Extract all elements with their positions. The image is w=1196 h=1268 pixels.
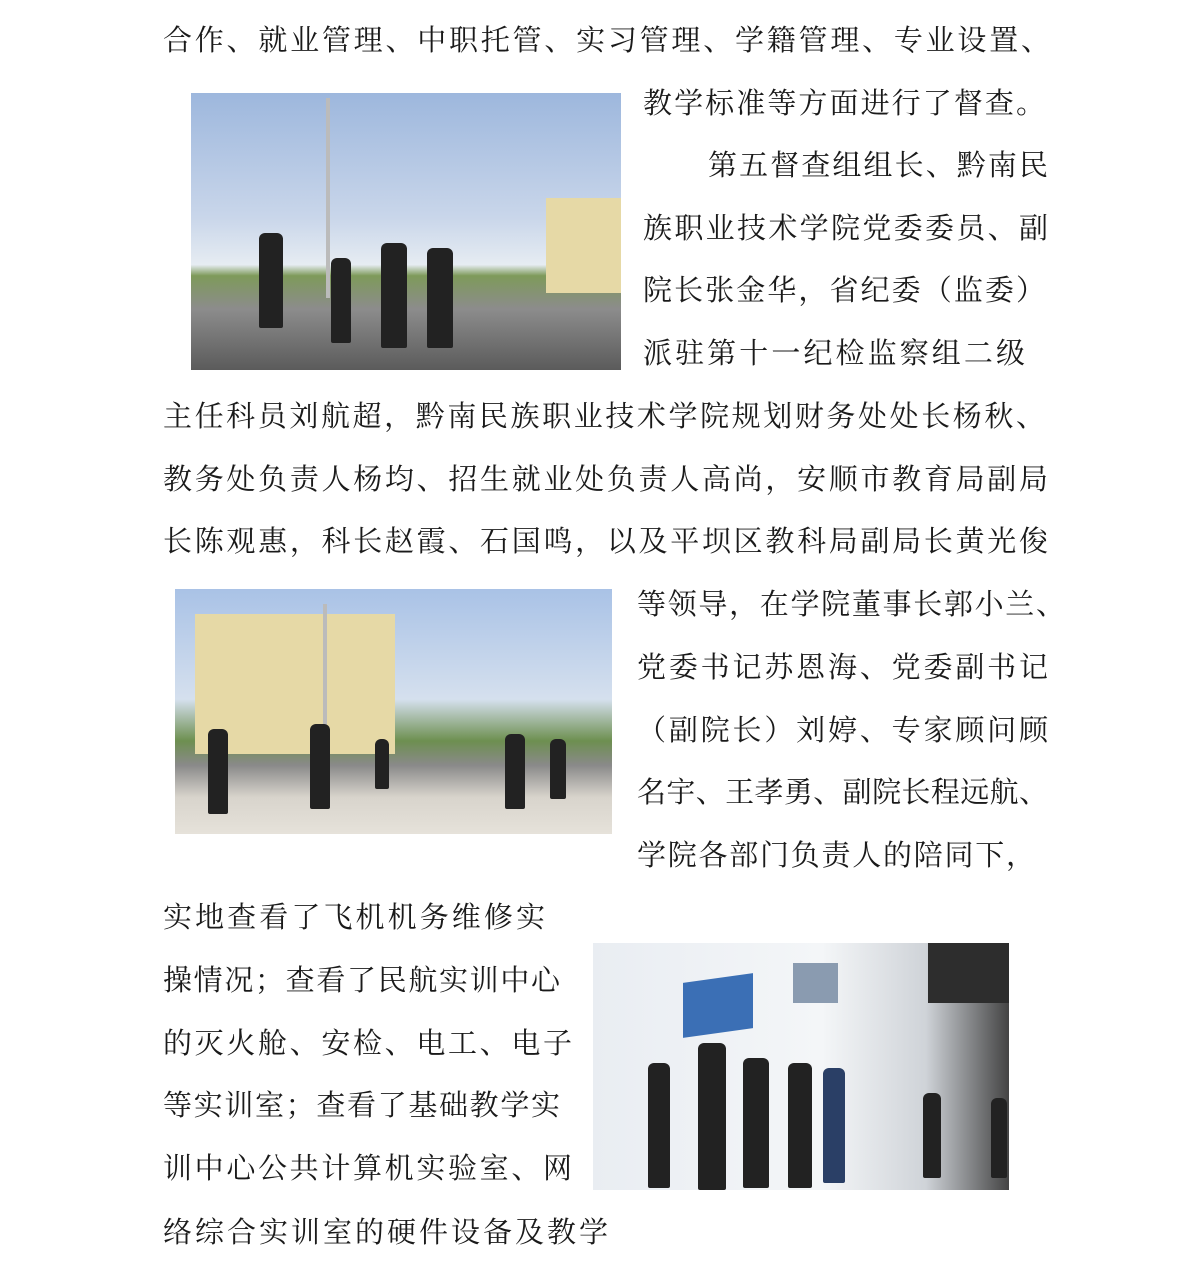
text-line: 名宇、王孝勇、副院长程远航、 xyxy=(637,775,1048,809)
text-line: 等领导，在学院董事长郭小兰、 xyxy=(637,587,1065,621)
photo-campus-walk xyxy=(191,93,621,370)
text-line: 学院各部门负责人的陪同下， xyxy=(637,838,1035,872)
text-line: 长陈观惠，科长赵霞、石国鸣，以及平坝区教科局副局长黄光俊 xyxy=(163,524,1048,558)
text-line: 实地查看了飞机机务维修实 xyxy=(163,900,545,934)
text-line: 训中心公共计算机实验室、网 xyxy=(163,1151,572,1185)
text-line: 的灭火舱、安检、电工、电子 xyxy=(163,1026,572,1060)
text-line: 络综合实训室的硬件设备及教学 xyxy=(163,1215,608,1249)
text-line: 院长张金华，省纪委（监委） xyxy=(643,273,1045,307)
text-line: 第五督查组组长、黔南民 xyxy=(708,148,1048,182)
text-line: 教务处负责人杨均、招生就业处负责人高尚，安顺市教育局副局 xyxy=(163,462,1048,496)
text-line: 操情况；查看了民航实训中心 xyxy=(163,963,560,997)
text-line: 主任科员刘航超，黔南民族职业技术学院规划财务处处长杨秋、 xyxy=(163,399,1045,433)
text-line: 派驻第十一纪检监察组二级 xyxy=(643,336,1025,370)
photo-training-center xyxy=(593,943,1009,1190)
text-line: 族职业技术学院党委委员、副 xyxy=(643,211,1048,245)
text-line: （副院长）刘婷、专家顾问顾 xyxy=(637,713,1048,747)
text-line: 等实训室；查看了基础教学实 xyxy=(163,1088,560,1122)
photo-courtyard-visit xyxy=(175,589,612,834)
text-line: 党委书记苏恩海、党委副书记 xyxy=(637,650,1048,684)
text-line: 合作、就业管理、中职托管、实习管理、学籍管理、专业设置、 xyxy=(163,23,1050,57)
text-line: 教学标准等方面进行了督查。 xyxy=(643,86,1045,120)
